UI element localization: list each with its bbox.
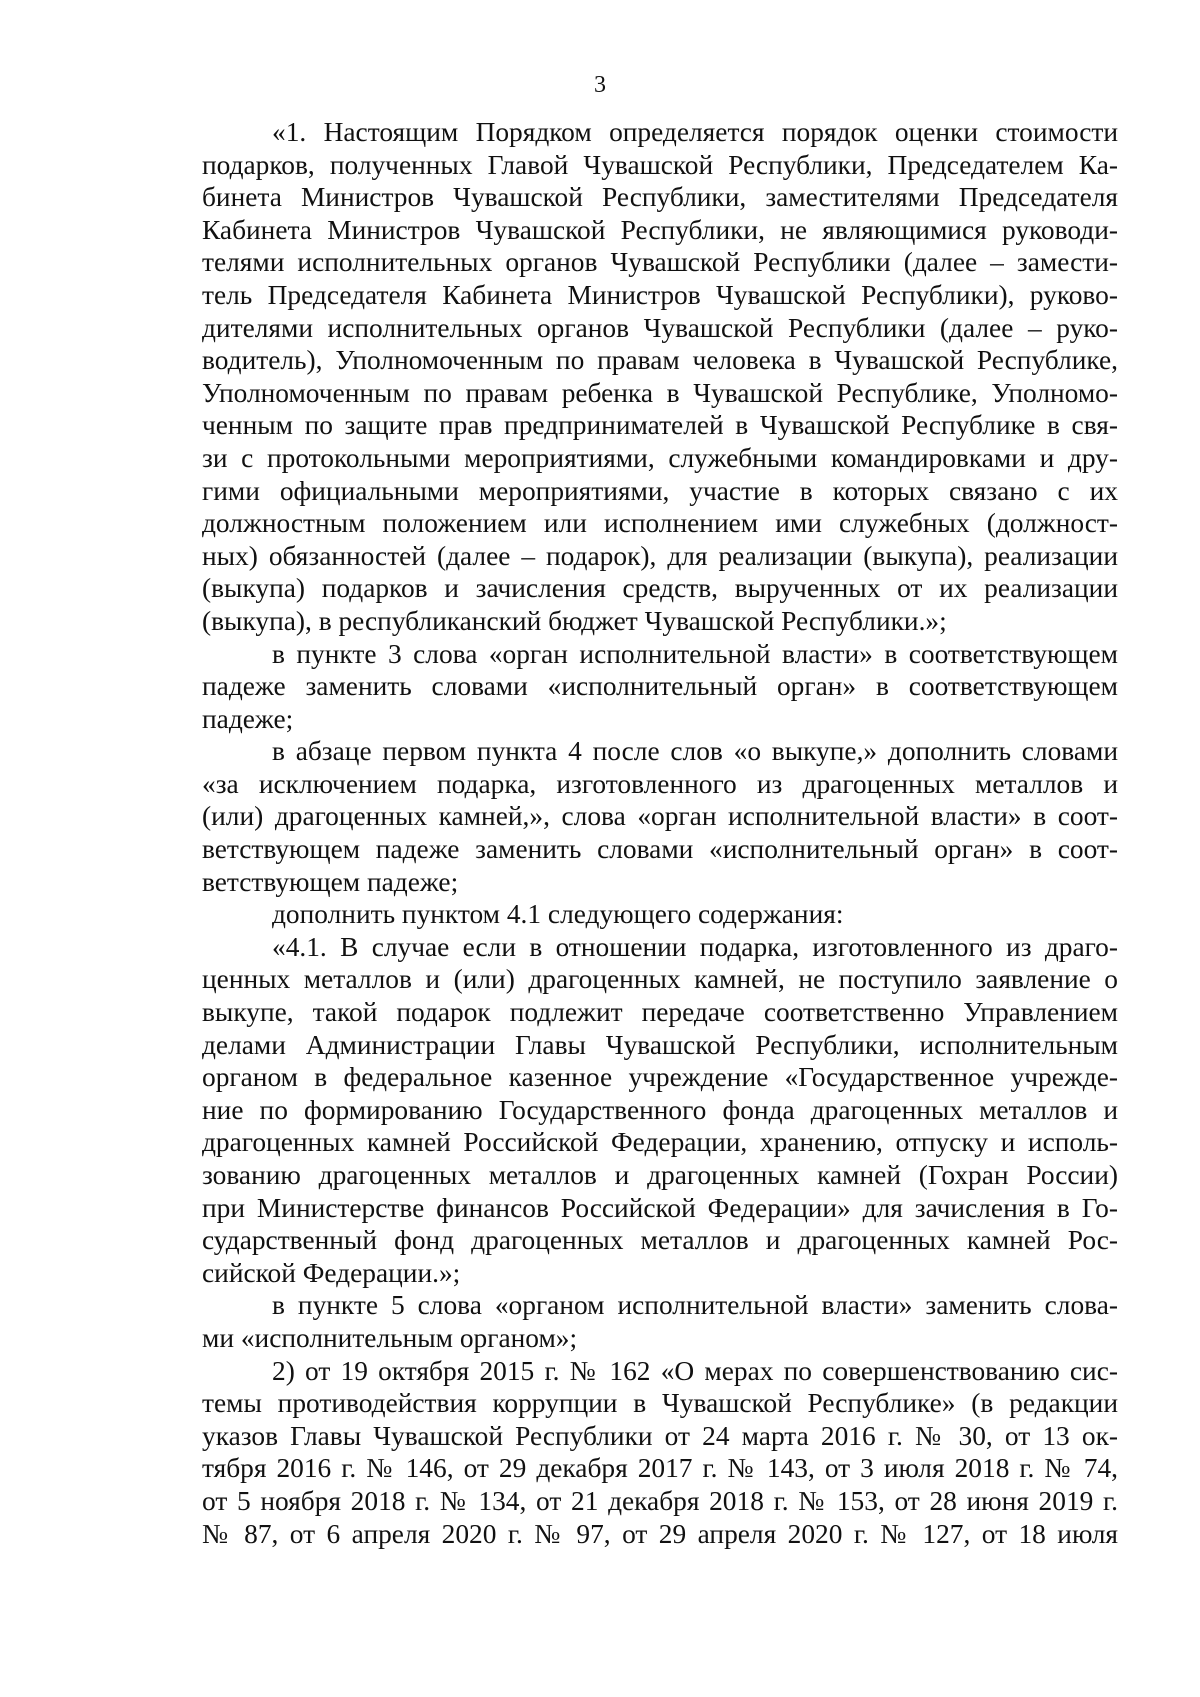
paragraph: [202, 898, 1118, 931]
text-line: зованию драгоценных металлов и драгоценных камней (Гохран России): [202, 1160, 1118, 1190]
text-line: органом в федеральное казенное учреждение «Государственное учрежде-: [202, 1062, 1118, 1093]
text-line: дополнить пунктом 4.1 следующего содержания:: [272, 899, 844, 930]
paragraph: [202, 931, 1118, 1290]
text-line: бинета Министров Чувашской Республики, заместителями Председателя: [202, 182, 1118, 213]
text-line: падеже;: [202, 703, 294, 734]
document-body: [202, 116, 1118, 1550]
text-line: Кабинета Министров Чувашской Республики, не являющимися руководи-: [202, 214, 1118, 245]
text-line: ние по формированию Государственного фонда драгоценных металлов и: [202, 1094, 1118, 1125]
text-line: № 87, от 6 апреля 2020 г. № 97, от 29 апреля 2020 г. № 127, от 18 июля: [202, 1518, 1118, 1549]
text-line: «1. Настоящим Порядком определяется порядок оценки стоимости: [272, 117, 1118, 147]
text-line: «4.1. В случае если в отношении подарка, изготовленного из драго-: [272, 931, 1118, 962]
text-line: ветствующем падеже заменить словами «исполнительный орган» в соот-: [202, 834, 1118, 865]
text-line: Уполномоченным по правам ребенка в Чувашской Республике, Уполномо-: [202, 377, 1118, 408]
text-line: ветствующем падеже;: [202, 866, 459, 897]
text-line: при Министерстве финансов Российской Федерации» для зачисления в Го-: [202, 1192, 1118, 1223]
paragraph: [202, 735, 1118, 898]
text-line: драгоценных камней Российской Федерации, хранению, отпуску и исполь-: [202, 1127, 1118, 1158]
text-line: в абзаце первом пункта 4 после слов «о выкупе,» дополнить словами: [272, 736, 1118, 767]
text-line: указов Главы Чувашской Республики от 24 марта 2016 г. № 30, от 13 ок-: [202, 1420, 1118, 1451]
text-line: (или) драгоценных камней,», слова «орган исполнительной власти» в соот-: [202, 801, 1118, 832]
paragraph: [202, 1355, 1118, 1551]
text-line: ми «исполнительным органом»;: [202, 1322, 578, 1353]
text-line: должностным положением или исполнением ими служебных (должност-: [202, 508, 1118, 539]
text-line: водитель), Уполномоченным по правам человека в Чувашской Республике,: [202, 345, 1118, 376]
text-line: подарков, полученных Главой Чувашской Республики, Председателем Ка-: [202, 149, 1118, 180]
text-line: в пункте 3 слова «орган исполнительной власти» в соответствующем: [272, 638, 1118, 669]
text-line: делами Администрации Главы Чувашской Республики, исполнительным: [202, 1029, 1118, 1060]
paragraph: [202, 1289, 1118, 1354]
text-line: от 5 ноября 2018 г. № 134, от 21 декабря 2018 г. № 153, от 28 июня 2019 г.: [202, 1485, 1118, 1516]
text-line: (выкупа), в республиканский бюджет Чувашской Республики.»;: [202, 605, 947, 636]
text-line: телями исполнительных органов Чувашской Республики (далее – замести-: [202, 247, 1118, 278]
text-line: в пункте 5 слова «органом исполнительной власти» заменить слова-: [272, 1290, 1118, 1321]
text-line: сударственный фонд драгоценных металлов и драгоценных камней Рос-: [202, 1225, 1118, 1256]
text-line: дителями исполнительных органов Чувашской Республики (далее – руко-: [202, 312, 1118, 343]
page-number: 3: [594, 72, 606, 98]
text-line: (выкупа) подарков и зачисления средств, вырученных от их реализации: [202, 573, 1118, 604]
text-line: 2) от 19 октября 2015 г. № 162 «О мерах по совершенствованию сис-: [272, 1355, 1118, 1386]
text-line: ченным по защите прав предпринимателей в Чувашской Республике в свя-: [202, 410, 1118, 441]
text-line: выкупе, такой подарок подлежит передаче соответственно Управлением: [202, 997, 1118, 1028]
paragraph: [202, 638, 1118, 736]
text-line: ценных металлов и (или) драгоценных камней, не поступило заявление о: [202, 964, 1118, 995]
text-line: зи с протокольными мероприятиями, служебными командировками и дру-: [202, 442, 1118, 473]
text-line: темы противодействия коррупции в Чувашской Республике» (в редакции: [202, 1388, 1118, 1419]
text-line: «за исключением подарка, изготовленного из драгоценных металлов и: [202, 768, 1118, 799]
text-line: тель Председателя Кабинета Министров Чувашской Республики), руково-: [202, 279, 1118, 310]
text-line: ных) обязанностей (далее – подарок), для реализации (выкупа), реализации: [202, 540, 1118, 571]
text-line: тября 2016 г. № 146, от 29 декабря 2017 г. № 143, от 3 июля 2018 г. № 74,: [202, 1453, 1118, 1484]
paragraph: [202, 116, 1118, 638]
text-line: падеже заменить словами «исполнительный орган» в соответствующем: [202, 671, 1118, 702]
text-line: гими официальными мероприятиями, участие в которых связано с их: [202, 475, 1118, 506]
text-line: сийской Федерации.»;: [202, 1257, 461, 1288]
